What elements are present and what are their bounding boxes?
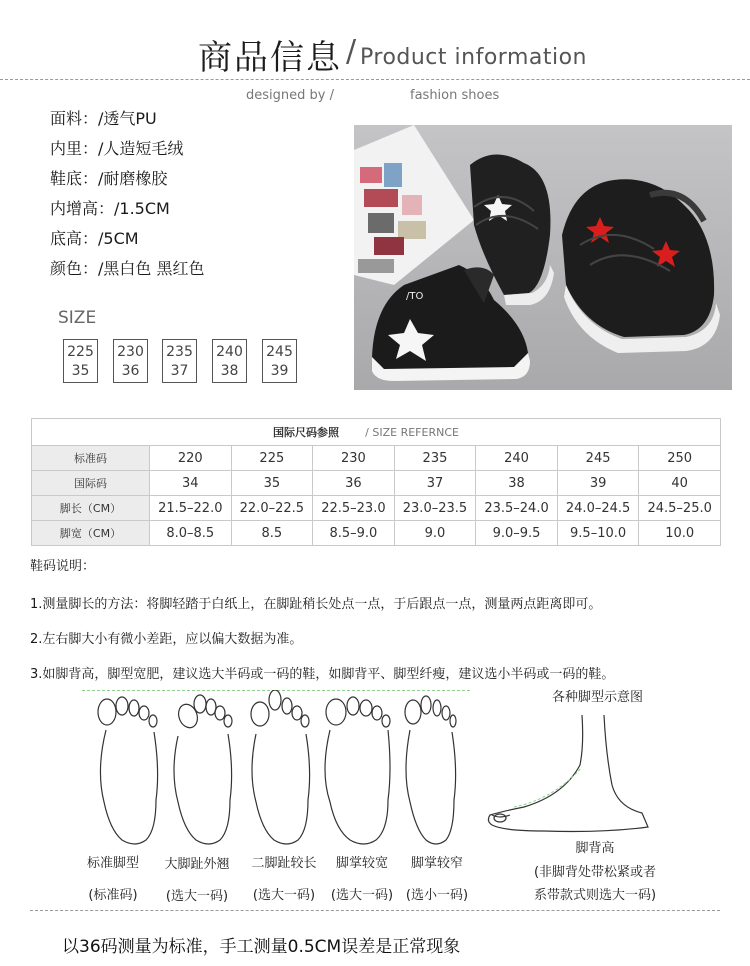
- table-cell: 23.0–23.5: [394, 496, 476, 521]
- foot-advice-wide: (选大一码): [330, 888, 394, 903]
- table-cell: 22.5–23.0: [313, 496, 395, 521]
- svg-text:/TO: /TO: [406, 291, 424, 302]
- table-title-english: / SIZE REFERNCE: [365, 426, 459, 439]
- page-title: 商品信息: [198, 38, 342, 78]
- instep-side-outline: [484, 715, 664, 840]
- foot-type-bunion: 大脚趾外翘: [164, 857, 230, 872]
- foot-narrow-outline: [405, 696, 456, 844]
- table-cell: 10.0: [639, 521, 721, 546]
- size-reference-table: [31, 418, 721, 546]
- table-cell: 22.0–22.5: [231, 496, 313, 521]
- row-label-foot-width: 脚宽（CM）: [32, 521, 150, 546]
- size-option-225: [63, 339, 98, 383]
- measurement-disclaimer: 以36码测量为标准，手工测量0.5CM误差是正常现象: [62, 937, 461, 957]
- table-cell: 230: [313, 446, 395, 471]
- size-option-235: [162, 339, 197, 383]
- note-item-3: 3.如脚背高，脚型宽肥，建议选大半码或一码的鞋，如脚背平、脚型纤瘦，建议选小半码或一码的鞋。: [30, 667, 615, 682]
- table-cell: 235: [394, 446, 476, 471]
- foot-type-wide: 脚掌较宽: [335, 856, 388, 871]
- size-eu: 39: [270, 363, 289, 379]
- spec-color: 颜色：/黑白色 黑红色: [50, 259, 205, 278]
- table-cell: 8.0–8.5: [150, 521, 232, 546]
- foot-wide-outline: [325, 697, 390, 844]
- table-cell: 37: [394, 471, 476, 496]
- header-divider: [0, 79, 750, 80]
- row-label-standard: 标准码: [32, 446, 150, 471]
- foot-advice-standard: (标准码): [88, 888, 138, 903]
- table-cell: 245: [557, 446, 639, 471]
- table-cell: 40: [639, 471, 721, 496]
- table-cell: 8.5–9.0: [313, 521, 395, 546]
- title-separator: /: [346, 34, 357, 69]
- foot-bunion-outline: [174, 695, 232, 844]
- shoe-black-red-right: [562, 179, 720, 353]
- size-cn: 230: [117, 344, 144, 360]
- table-cell: 250: [639, 446, 721, 471]
- table-cell: 8.5: [231, 521, 313, 546]
- page-title-english: Product information: [360, 45, 587, 70]
- product-photo: [354, 125, 732, 390]
- foot-type-long-second-toe: 二脚趾较长: [251, 856, 317, 871]
- designed-by-text: designed by /: [246, 88, 334, 103]
- size-eu: 35: [71, 363, 90, 379]
- table-cell: 38: [476, 471, 558, 496]
- spec-material: 面料：/透气PU: [50, 109, 157, 128]
- table-cell: 21.5–22.0: [150, 496, 232, 521]
- instep-advice-line2: 系带款式则选大一码): [533, 888, 657, 903]
- table-title-cell: [32, 419, 721, 446]
- size-cn: 225: [67, 344, 94, 360]
- table-row: [32, 496, 721, 521]
- size-eu: 37: [170, 363, 189, 379]
- spec-sole: 鞋底：/耐磨橡胶: [50, 169, 168, 188]
- table-cell: 24.5–25.0: [639, 496, 721, 521]
- foot-advice-long-second-toe: (选大一码): [252, 888, 316, 903]
- table-cell: 240: [476, 446, 558, 471]
- foot-advice-bunion: (选大一码): [165, 889, 229, 904]
- table-cell: 39: [557, 471, 639, 496]
- foot-type-standard: 标准脚型: [86, 856, 139, 871]
- table-cell: 23.5–24.0: [476, 496, 558, 521]
- foot-type-narrow: 脚掌较窄: [410, 856, 463, 871]
- size-eu: 38: [220, 363, 239, 379]
- spec-sole-height: 底高：/5CM: [50, 229, 139, 248]
- spec-inner-height: 内增高：/1.5CM: [50, 199, 170, 218]
- instep-type-label: 脚背高: [575, 841, 615, 856]
- row-label-foot-length: 脚长（CM）: [32, 496, 150, 521]
- footer-divider: [30, 910, 720, 911]
- table-cell: 9.0–9.5: [476, 521, 558, 546]
- foot-standard-outline: [98, 697, 158, 844]
- size-eu: 36: [121, 363, 140, 379]
- foot-diagram-title: 各种脚型示意图: [552, 690, 644, 705]
- table-row: [32, 521, 721, 546]
- note-item-2: 2.左右脚大小有微小差距，应以偏大数据为准。: [30, 632, 303, 647]
- table-cell: 35: [231, 471, 313, 496]
- table-row: [32, 471, 721, 496]
- table-cell: 9.0: [394, 521, 476, 546]
- table-cell: 34: [150, 471, 232, 496]
- note-item-1: 1.测量脚长的方法：将脚轻踏于白纸上，在脚趾稍长处点一点，于后跟点一点，测量两点距离即可。: [30, 597, 602, 612]
- table-row: [32, 446, 721, 471]
- size-cn: 245: [266, 344, 293, 360]
- size-cn: 240: [216, 344, 243, 360]
- table-cell: 9.5–10.0: [557, 521, 639, 546]
- size-label: SIZE: [58, 308, 97, 328]
- instep-advice-line1: (非脚背处带松紧或者: [533, 865, 657, 880]
- row-label-international: 国际码: [32, 471, 150, 496]
- spec-lining: 内里：/人造短毛绒: [50, 139, 184, 158]
- size-cn: 235: [166, 344, 193, 360]
- foot-outlines: [80, 690, 480, 850]
- table-title: 国际尺码参照: [273, 426, 340, 439]
- table-cell: 225: [231, 446, 313, 471]
- table-cell: 36: [313, 471, 395, 496]
- table-cell: 220: [150, 446, 232, 471]
- fashion-shoes-text: fashion shoes: [410, 88, 500, 103]
- table-cell: 24.0–24.5: [557, 496, 639, 521]
- size-option-240: [212, 339, 247, 383]
- size-option-245: [262, 339, 297, 383]
- notes-heading: 鞋码说明：: [30, 559, 96, 574]
- size-option-230: [113, 339, 148, 383]
- foot-long-second-toe-outline: [251, 690, 310, 844]
- foot-advice-narrow: (选小一码): [405, 888, 469, 903]
